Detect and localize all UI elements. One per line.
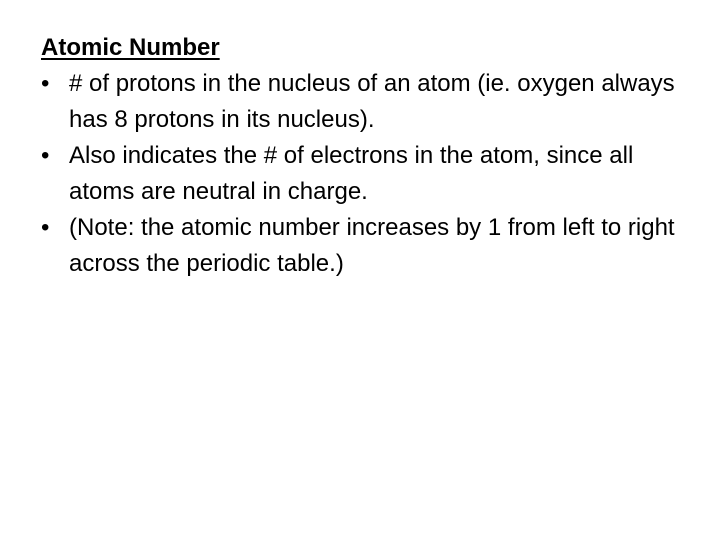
slide-content xyxy=(41,30,691,282)
slide-title: Atomic Number xyxy=(41,34,220,61)
bullet-text: (Note: the atomic number increases by 1 from left to right across the periodic table.) xyxy=(69,214,675,277)
bullet-list xyxy=(41,66,691,282)
bullet-item xyxy=(41,138,691,210)
bullet-icon: • xyxy=(41,70,50,97)
bullet-icon: • xyxy=(41,142,50,169)
bullet-text: # of protons in the nucleus of an atom (ie. oxygen always has 8 protons in its nucleus). xyxy=(69,70,675,133)
bullet-icon: • xyxy=(41,214,50,241)
bullet-text: Also indicates the # of electrons in the atom, since all atoms are neutral in charge. xyxy=(69,142,634,205)
bullet-item xyxy=(41,66,691,138)
bullet-item xyxy=(41,210,691,282)
